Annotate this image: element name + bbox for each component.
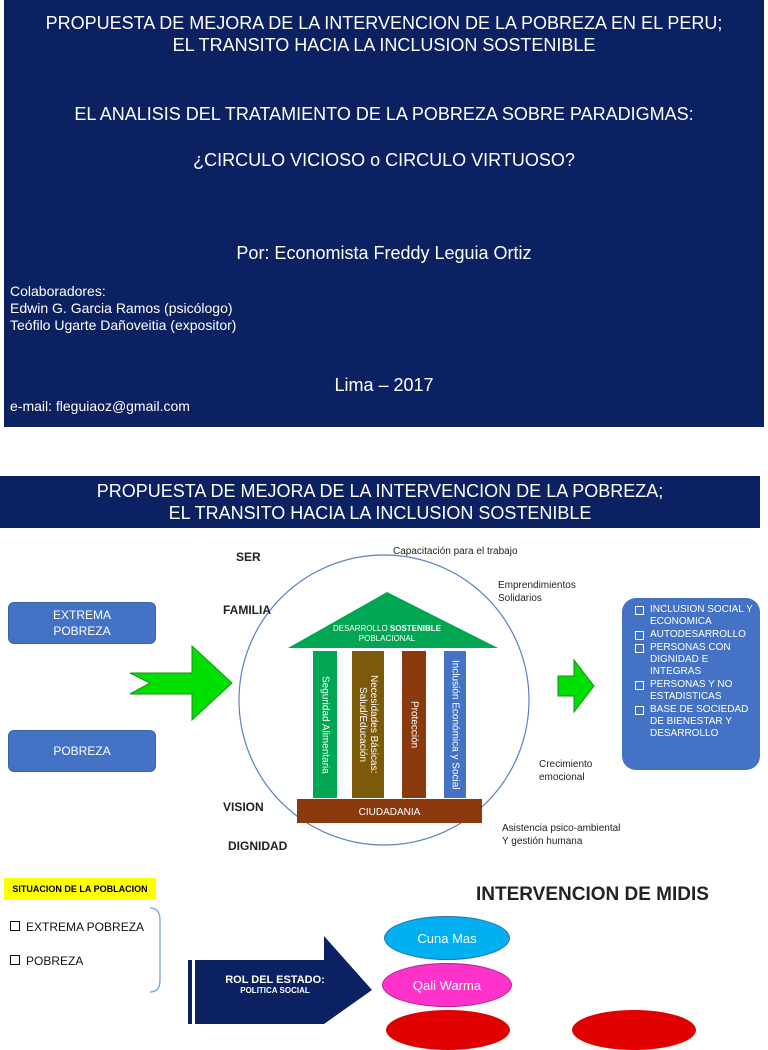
state-role-subtitle: POLITICA SOCIAL <box>240 986 310 995</box>
pillar-protection: Protección <box>402 651 426 798</box>
label-dignidad: DIGNIDAD <box>228 839 288 853</box>
main-title-line2: EL TRANSITO HACIA LA INCLUSION SOSTENIBLE <box>172 35 596 55</box>
circle-question: ¿CIRCULO VICIOSO o CIRCULO VIRTUOSO? <box>193 150 575 170</box>
arrow-stripe <box>192 960 195 1024</box>
note-crecimiento: Crecimiento emocional <box>539 759 593 783</box>
program-oval-red <box>386 1010 510 1050</box>
roof-text-line2: POBLACIONAL <box>358 634 416 643</box>
note-asistencia: Asistencia psico-ambiental Y gestión humana <box>502 823 621 847</box>
result-item: AUTODESARROLLO <box>632 629 754 641</box>
email-line: e-mail: fleguiaoz@gmail.com <box>10 398 190 414</box>
poverty-box: POBREZA <box>8 730 156 772</box>
slide2-title-line2: EL TRANSITO HACIA LA INCLUSION SOSTENIBLE <box>168 503 592 523</box>
note-capacitacion: Capacitación para el trabajo <box>393 546 518 557</box>
checkbox-icon <box>10 955 20 965</box>
result-item: PERSONAS CON DIGNIDAD E INTEGRAS <box>632 642 754 678</box>
pillar-basic-needs: Necesidades Básicas: Salud/Educación <box>352 651 384 798</box>
roof-text <box>300 624 474 644</box>
checkbox-icon <box>10 921 20 931</box>
main-title <box>4 12 764 56</box>
slide2-title-line1: PROPUESTA DE MEJORA DE LA INTERVENCION DE LA POBREZA; <box>96 481 664 501</box>
collaborators-label: Colaboradores: <box>10 283 106 299</box>
analysis-subtitle: EL ANALISIS DEL TRATAMIENTO DE LA POBREZA SOBRE PARADIGMAS: <box>74 104 694 124</box>
pillar-inclusion: Inclusión Económica y Social <box>444 651 466 798</box>
state-role-graphic <box>140 900 380 1024</box>
collaborator-2: Teófilo Ugarte Dañoveitia (expositor) <box>10 317 237 333</box>
result-item: INCLUSION SOCIAL Y ECONOMICA <box>632 604 754 628</box>
situation-list <box>10 920 144 968</box>
slide2-title-bar <box>0 476 760 528</box>
label-familia: FAMILIA <box>223 603 271 617</box>
green-arrow-left <box>130 646 232 720</box>
green-arrow-right <box>558 660 594 712</box>
program-cuna-mas: Cuna Mas <box>384 916 510 960</box>
label-ser: SER <box>236 550 261 564</box>
result-item: PERSONAS Y NO ESTADISTICAS <box>632 679 754 703</box>
situation-item: EXTREMA POBREZA <box>26 920 145 934</box>
situation-label: SITUACION DE LA POBLACION <box>4 878 156 900</box>
extreme-poverty-box: EXTREMA POBREZA <box>8 602 156 644</box>
author-line: Por: Economista Freddy Leguia Ortiz <box>236 243 532 263</box>
place-year: Lima – 2017 <box>334 375 434 395</box>
label-vision: VISION <box>223 800 264 814</box>
state-role-title: ROL DEL ESTADO: <box>225 974 325 986</box>
arrow-stripe <box>184 960 188 1024</box>
program-oval-red-2 <box>572 1010 696 1050</box>
roof-text-bold: SOSTENIBLE <box>389 624 442 633</box>
pillar-food-security: Seguridad Alimentaria <box>313 651 337 798</box>
state-role-text <box>200 974 350 995</box>
results-box <box>622 598 760 770</box>
collaborators <box>10 283 236 334</box>
roof-text-pre: DESARROLLO <box>332 624 390 633</box>
program-qali-warma: Qali Warma <box>382 963 512 1007</box>
collaborator-1: Edwin G. Garcia Ramos (psicólogo) <box>10 300 233 316</box>
slide2-title <box>0 480 760 524</box>
situation-item: POBREZA <box>26 954 84 968</box>
title-slide <box>4 0 764 427</box>
result-item: BASE DE SOCIEDAD DE BIENESTAR Y DESARROLLO <box>632 704 754 740</box>
base-label: CIUDADANIA <box>358 807 421 818</box>
bracket-icon <box>150 908 160 992</box>
midis-title: INTERVENCION DE MIDIS <box>476 884 709 905</box>
main-title-line1: PROPUESTA DE MEJORA DE LA INTERVENCION DE LA POBREZA EN EL PERU; <box>45 13 723 33</box>
note-emprendimientos: Emprendimientos Solidarios <box>498 580 576 604</box>
